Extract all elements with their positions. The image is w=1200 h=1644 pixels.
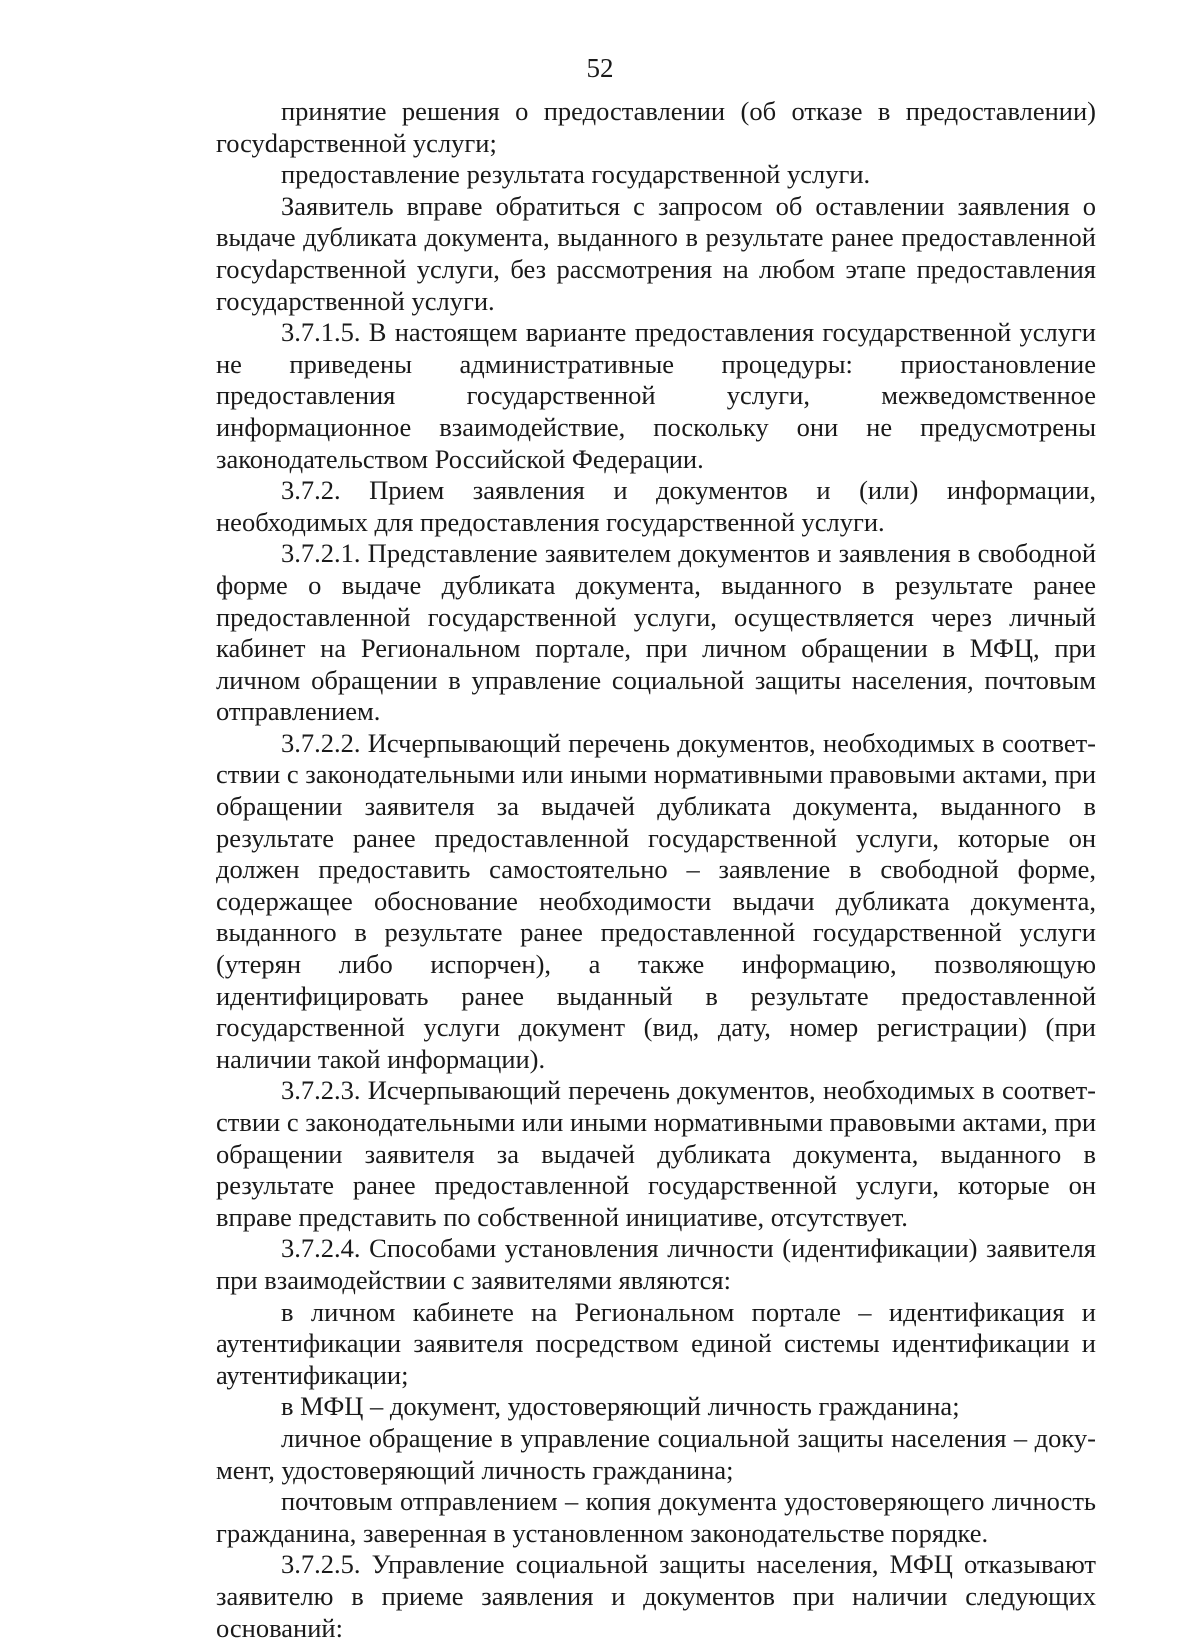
- paragraph: принятие решения о предоставлении (об отказе в предоставлении) госуdарственной услуги;: [216, 96, 1096, 158]
- paragraph: 3.7.2.3. Исчерпывающий перечень документов, необходимых в соответствии с законодательными или иными нормативными правовыми актами, при обращении заявителя за выдачей дубликата документа, выданного в результате ранее предоставленной государственной услуги, которые он вправе представить по собственной инициативе, отсутствует.: [216, 1075, 1096, 1232]
- paragraph: 3.7.2.1. Представление заявителем документов и заявления в свободной форме о выдаче дубликата документа, выданного в результате ранее предоставленной государственной услуги, осуществляется через личный кабинет на Региональном портале, при личном обращении в МФЦ, при личном обращении в управление социальной защиты населения, почтовым отправлением.: [216, 538, 1096, 727]
- paragraph: 3.7.2.2. Исчерпывающий перечень документов, необходимых в соответствии с законодательными или иными нормативными правовыми актами, при обращении заявителя за выдачей дубликата документа, выданного в результате ранее предоставленной государственной услуги, которые он должен предоставить самостоятельно – заявление в свободной форме, содержащее обоснование необходимости выдачи дубликата документа, выданного в результате ранее предоставленной государственной услуги (утерян либо испорчен), а также информацию, позволяющую идентифицировать ранее выданный в результате предоставленной государственной услуги документ (вид, дату, номер регистрации) (при наличии такой информации).: [216, 727, 1096, 1074]
- page-number: 52: [586, 53, 614, 83]
- paragraph: 3.7.2.4. Способами установления личности (идентификации) заявителя при взаимодействии с заявителями являются:: [216, 1233, 1096, 1295]
- paragraph: в МФЦ – документ, удостоверяющий личность гражданина;: [281, 1391, 960, 1422]
- paragraph: Заявитель вправе обратиться с запросом об оставлении заявления о выдаче дубликата документа, выданного в результате ранее предоставленной госуdарственной услуги, без рассмотрения на любом этапе предоставления государственной услуги.: [216, 190, 1096, 316]
- paragraph: в личном кабинете на Региональном портале – идентификация и аутентификации заявителя посредством единой системы идентификации и аутентификации;: [216, 1296, 1096, 1390]
- paragraph: почтовым отправлением – копия документа удостоверяющего личность гражданина, заверенная в установленном законодательстве порядке.: [216, 1486, 1096, 1548]
- paragraph: предоставление результата государственной услуги.: [281, 159, 871, 190]
- paragraph: личное обращение в управление социальной защиты населения – документ, удостоверяющий личность гражданина;: [216, 1422, 1096, 1485]
- paragraph: 3.7.2. Прием заявления и документов и (или) информации, необходимых для предоставления государственной услуги.: [216, 475, 1096, 537]
- document-body: [216, 96, 1096, 1644]
- paragraph: 3.7.1.5. В настоящем варианте предоставления государственной услуги не приведены административные процедуры: приостановление предоставления государственной услуги, межведомственное информационное взаимодействие, поскольку они не предусмотрены законодательством Российской Федерации.: [216, 317, 1096, 474]
- paragraph: 3.7.2.5. Управление социальной защиты населения, МФЦ отказывают заявителю в приеме заявления и документов при наличии следующих оснований:: [216, 1549, 1096, 1643]
